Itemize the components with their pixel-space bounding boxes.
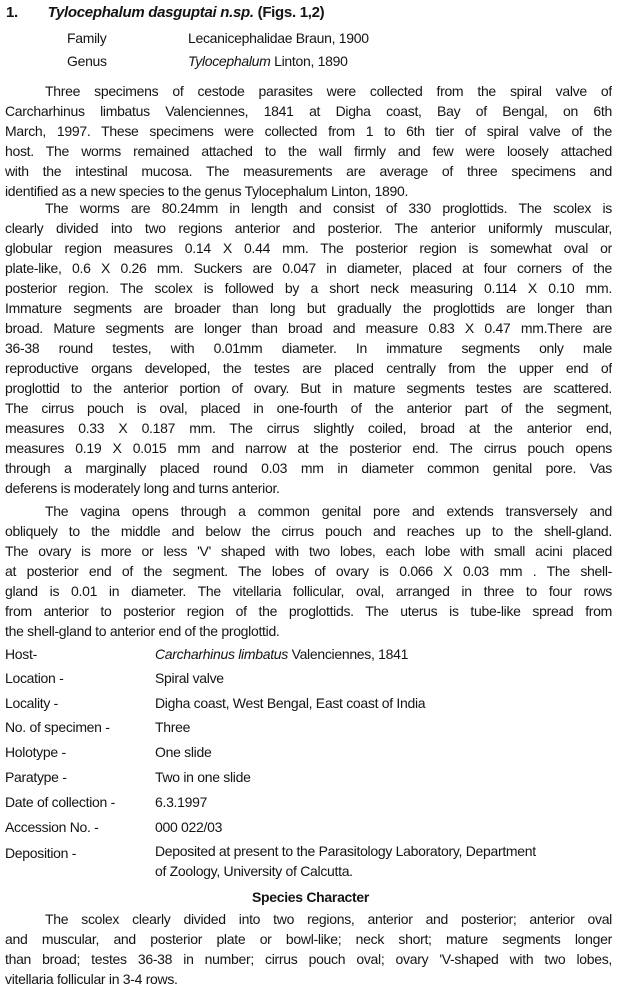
text-line: The scolex clearly divided into two regions, anterior and posterior; anterior oval [45,911,612,927]
text-line: The ovary is more or less 'V' shaped with two lobes, each lobe with small acini placed [5,543,612,559]
detail-value-text: of Zoology, University of Calcutta. [155,863,353,879]
detail-value [155,815,222,839]
text-line: through a marginally placed round 0.03 mm in diameter common genital pore. Vas [5,460,612,476]
text-line: plate-like, 0.6 X 0.26 mm. Suckers are 0.047 in diameter, placed at four corners of the [5,260,612,276]
figure-reference: (Figs. 1,2) [257,4,325,21]
detail-value-italic: Carcharhinus limbatus [155,646,288,662]
text-line: host. The worms remained attached to the wall firmly and few were loosely attached [5,143,612,159]
text-line: Carcharhinus limbatus Valenciennes, 1841 at Digha coast, Bay of Bengal, on 6th [5,103,612,119]
detail-row [5,691,615,715]
detail-value-text: Two in one slide [155,769,251,785]
family-value: Lecanicephalidae Braun, 1900 [188,30,369,46]
detail-label: Locality - [5,695,59,711]
heading-number: 1. [6,4,18,21]
detail-value-text: Digha coast, West Bengal, East coast of India [155,695,426,711]
text-line: globular region measures 0.14 X 0.44 mm. The posterior region is somewhat oval or [5,240,612,256]
genus-row [5,49,615,73]
species-heading [6,4,324,21]
text-line: obliquely to the middle and below the cirrus pouch and reaches up to the shell-gland. [5,523,612,539]
genus-label: Genus [67,53,107,69]
detail-value [155,740,211,764]
detail-value-text: Spiral valve [155,670,224,686]
text-line: The vagina opens through a common genital pore and extends transversely and [45,503,612,519]
detail-value [155,765,251,789]
text-line: The cirrus pouch is oval, placed in one-fourth of the anterior part of the segment, [5,400,612,416]
detail-row [5,642,615,666]
detail-value [155,790,207,814]
text-line: measures 0.33 X 0.187 mm. The cirrus slightly coiled, broad at the anterior end, [5,420,612,436]
text-line: Three specimens of cestode parasites were collected from the spiral valve of [45,83,612,99]
detail-value-text: Three [155,719,191,735]
detail-row [5,666,615,690]
detail-value-text: Deposited at present to the Parasitology Laboratory, Department [155,843,536,859]
text-line: the shell-gland to anterior end of the proglottid. [5,623,280,639]
text-line: identified as a new species to the genus Tylocephalum Linton, 1890. [5,183,409,199]
detail-label: Holotype - [5,744,66,760]
detail-label: Paratype - [5,769,67,785]
detail-label: Accession No. - [5,819,99,835]
text-line: Immature segments are broader than long but gradually the proglottids are longer than [5,300,612,316]
text-line: than broad; testes 36-38 in number; cirrus pouch oval; ovary 'V-shaped with two lobes, [5,951,612,967]
text-line: with the intestinal mucosa. The measurements are average of three specimens and [5,163,612,179]
detail-label: Location - [5,670,64,686]
detail-row [5,790,615,814]
family-row [5,26,615,50]
text-line: gland is 0.01 in diameter. The vitellaria follicular, oval, arranged in three to four rows [5,583,612,599]
species-character-text [5,909,612,989]
text-line: vitellaria follicular in 3-4 rows. [5,971,178,987]
text-line: at posterior end of the segment. The lobes of ovary is 0.066 X 0.03 mm . The shell- [5,563,612,579]
detail-row [5,815,615,839]
detail-row [5,765,615,789]
text-line: posterior region. The scolex is followed by a short neck measuring 0.114 X 0.10 mm. [5,280,612,296]
genus-value: Tylocephalum Linton, 1890 [188,53,348,69]
text-line: March, 1997. These specimens were collected from 1 to 6th tier of spiral valve of the [5,123,612,139]
detail-row [5,715,615,739]
paragraph-intro [5,81,612,201]
detail-value-text: 000 022/03 [155,819,223,835]
text-line: broad. Mature segments are longer than broad and measure 0.83 X 0.47 mm.There are [5,320,612,336]
text-line: 36-38 round testes, with 0.01mm diameter. In immature segments only male [5,340,612,356]
detail-label: Date of collection - [5,794,115,810]
detail-value-text: Valenciennes, 1841 [287,646,409,662]
detail-row [5,841,615,879]
text-line: from anterior to posterior region of the proglottids. The uterus is tube-like spread from [5,603,612,619]
text-line: reproductive organs developed, the testes are placed centrally from the upper end of [5,360,612,376]
detail-row [5,740,615,764]
text-line: and muscular, and posterior plate or bowl-like; neck short; mature segments longer [5,931,612,947]
text-line: clearly divided into two regions anterior and posterior. The anterior uniformly muscular, [5,220,612,236]
text-line: deferens is moderately long and turns anterior. [5,480,280,496]
detail-label: Host- [5,646,37,662]
paragraph-description [5,198,612,498]
detail-value [155,841,536,881]
detail-value-text: One slide [155,744,212,760]
detail-value [155,666,224,690]
text-line: measures 0.19 X 0.015 mm and narrow at the posterior end. The cirrus pouch opens [5,440,612,456]
species-name: Tylocephalum dasguptai n.sp. [47,4,254,21]
family-label: Family [67,30,107,46]
detail-value [155,642,408,666]
detail-label: Deposition - [5,845,77,861]
text-line: proglottid to the anterior portion of ovary. But in mature segments testes are scattered. [5,380,612,396]
detail-value [155,691,425,715]
text-line: The worms are 80.24mm in length and consist of 330 proglottids. The scolex is [45,200,612,216]
species-character-title: Species Character [251,889,370,905]
detail-label: No. of specimen - [5,719,110,735]
detail-value [155,715,190,739]
paragraph-female-organs [5,501,612,641]
detail-value-text: 6.3.1997 [155,794,208,810]
